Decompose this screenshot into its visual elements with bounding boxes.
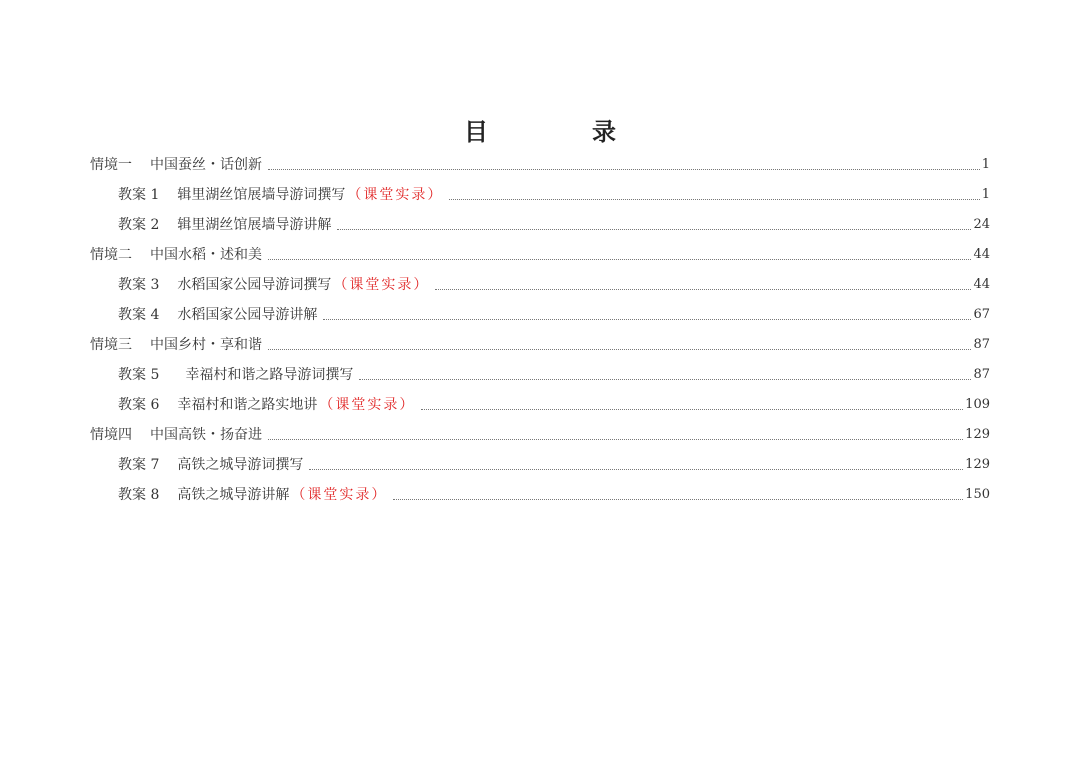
toc-entry-lesson-1[interactable]: [118, 180, 990, 204]
entry-page-number: 67: [973, 307, 990, 322]
entry-text: 辑里湖丝馆展墙导游词撰写: [177, 187, 346, 203]
entry-prefix: 教案 7: [118, 457, 160, 473]
entry-text: 中国水稻・述和美: [150, 247, 262, 263]
toc-title: 目 录: [464, 117, 656, 146]
toc-entry-section-3[interactable]: [90, 330, 990, 354]
toc-entry-section-2[interactable]: [90, 240, 990, 264]
entry-label: [118, 486, 387, 504]
entry-page-number: 1: [981, 157, 990, 172]
entry-text: 中国乡村・享和谐: [150, 337, 262, 353]
dot-leader: [359, 378, 971, 380]
entry-prefix: 情境三: [90, 337, 132, 353]
entry-note: （课堂实录）: [319, 397, 416, 413]
entry-prefix: 教案 6: [118, 397, 160, 413]
entry-text: 中国蚕丝・话创新: [150, 157, 262, 173]
entry-prefix: 教案 8: [118, 487, 160, 503]
entry-label: [118, 186, 443, 204]
toc-entry-lesson-7[interactable]: [118, 450, 990, 474]
dot-leader: [268, 168, 980, 170]
entry-note: （课堂实录）: [333, 277, 430, 293]
entry-text: 高铁之城导游讲解: [177, 487, 290, 503]
entry-text: 辑里湖丝馆展墙导游讲解: [177, 217, 332, 233]
entry-text: 幸福村和谐之路实地讲: [177, 397, 318, 413]
entry-page-number: 44: [973, 277, 990, 292]
entry-label: [118, 396, 415, 414]
entry-prefix: 教案 3: [118, 277, 160, 293]
toc-entry-lesson-8[interactable]: [118, 480, 990, 504]
entry-label: [118, 306, 317, 324]
entry-page-number: 129: [965, 427, 990, 442]
dot-leader: [268, 348, 971, 350]
entry-prefix: 教案 4: [118, 307, 160, 323]
dot-leader: [323, 318, 971, 320]
entry-note: （课堂实录）: [291, 487, 388, 503]
entry-prefix: 教案 5: [118, 367, 160, 383]
entry-page-number: 109: [965, 397, 990, 412]
dot-leader: [449, 198, 979, 200]
toc-entry-section-4[interactable]: [90, 420, 990, 444]
toc-entry-lesson-5[interactable]: [118, 360, 990, 384]
entry-label: [90, 246, 262, 264]
entry-label: [90, 156, 262, 174]
dot-leader: [421, 408, 963, 410]
entry-label: [118, 366, 353, 384]
dot-leader: [309, 468, 963, 470]
entry-label: [90, 426, 262, 444]
toc-entry-lesson-2[interactable]: [118, 210, 990, 234]
entry-prefix: 情境二: [90, 247, 132, 263]
entry-page-number: 1: [981, 187, 990, 202]
entry-page-number: 150: [965, 487, 990, 502]
entry-text: 中国高铁・扬奋进: [150, 427, 262, 443]
entry-label: [118, 216, 331, 234]
dot-leader: [435, 288, 971, 290]
toc-entry-lesson-3[interactable]: [118, 270, 990, 294]
toc-entry-lesson-6[interactable]: [118, 390, 990, 414]
dot-leader: [337, 228, 971, 230]
entry-page-number: 87: [973, 337, 990, 352]
entry-prefix: 情境四: [90, 427, 132, 443]
entry-prefix: 情境一: [90, 157, 132, 173]
entry-prefix: 教案 2: [118, 217, 160, 233]
entry-text: 幸福村和谐之路导游词撰写: [185, 367, 354, 383]
entry-label: [118, 276, 429, 294]
entry-text: 水稻国家公园导游词撰写: [177, 277, 332, 293]
entry-page-number: 24: [973, 217, 990, 232]
entry-page-number: 87: [973, 367, 990, 382]
dot-leader: [268, 258, 971, 260]
entry-note: （课堂实录）: [347, 187, 444, 203]
entry-page-number: 129: [965, 457, 990, 472]
entry-prefix: 教案 1: [118, 187, 160, 203]
entry-page-number: 44: [973, 247, 990, 262]
dot-leader: [268, 438, 963, 440]
entry-text: 水稻国家公园导游讲解: [177, 307, 318, 323]
entry-label: [90, 336, 262, 354]
toc-entry-section-1[interactable]: [90, 150, 990, 174]
dot-leader: [393, 498, 963, 500]
entry-label: [118, 456, 303, 474]
toc-entry-lesson-4[interactable]: [118, 300, 990, 324]
entry-text: 高铁之城导游词撰写: [177, 457, 304, 473]
